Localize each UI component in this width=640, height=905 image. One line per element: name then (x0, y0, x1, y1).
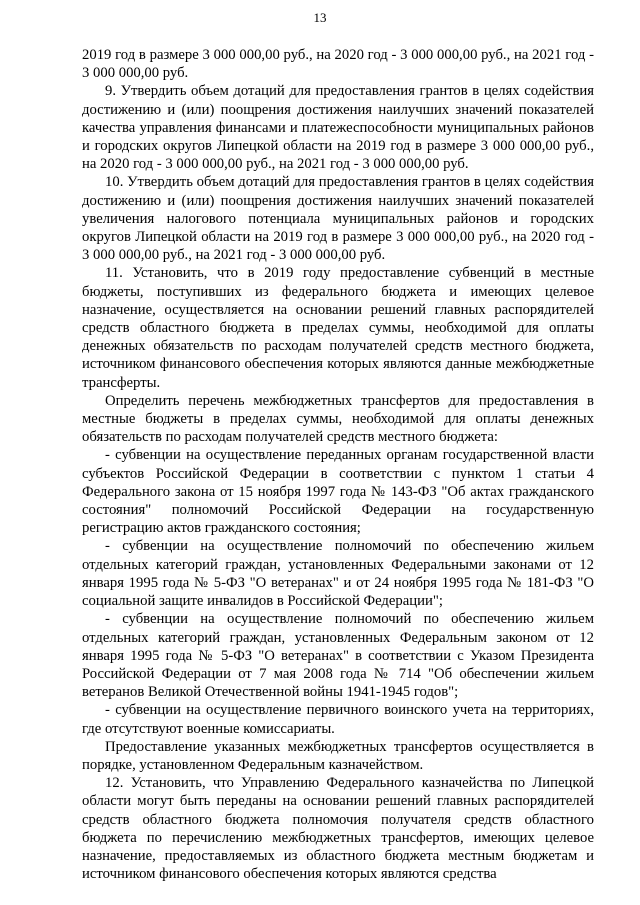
paragraph-item-9: 9. Утвердить объем дотаций для предоставления грантов в целях содействия достижению и (или) поощрения достижения наилучших значений показателей качества управления финансами и платежеспособности муниципальных районов и городских округов Липецкой области на 2019 год в размере 3 000 000,00 руб., на 2020 год - 3 000 000,00 руб., на 2021 год - 3 000 000,00 руб. (82, 83, 594, 173)
document-body (82, 46, 594, 883)
paragraph-continuation: 2019 год в размере 3 000 000,00 руб., на 2020 год - 3 000 000,00 руб., на 2021 год - 3 000 000,00 руб. (82, 47, 594, 82)
list-item-housing-veterans-disabled: - субвенции на осуществление полномочий по обеспечению жильем отдельных категорий граждан, установленных Федеральными законами от 12 января 1995 года № 5-ФЗ "О ветеранах" и от 24 ноября 1995 года № 181-ФЗ "О социальной защите инвалидов в Российской Федерации"; (82, 538, 594, 610)
list-item-housing-wwii-veterans: - субвенции на осуществление полномочий по обеспечению жильем отдельных категорий граждан, установленных Федеральным законом от 12 января 1995 года № 5-ФЗ "О ветеранах" в соответствии с Указом Президента Российской Федерации от 7 мая 2008 года № 714 "Об обеспечении жильем ветеранов Великой Отечественной войны 1941-1945 годов"; (82, 611, 594, 701)
paragraph-treasury-procedure: Предоставление указанных межбюджетных трансфертов осуществляется в порядке, установленном Федеральным казначейством. (82, 738, 594, 773)
paragraph-item-12: 12. Установить, что Управлению Федерального казначейства по Липецкой области могут быть переданы на основании решений главных распорядителей средств областного бюджета полномочия получателя средств областного бюджета по перечислению межбюджетных трансфертов, имеющих целевое назначение, предоставляемых из областного бюджета местным бюджетам и источником финансового обеспечения которых являются средства (82, 775, 594, 883)
page-number: 13 (313, 10, 327, 25)
paragraph-transfers-list-intro: Определить перечень межбюджетных трансфертов для предоставления в местные бюджеты в пределах суммы, необходимой для оплаты денежных обязательств по расходам получателей средств местного бюджета: (82, 392, 594, 446)
list-item-civil-registration: - субвенции на осуществление переданных органам государственной власти субъектов Российской Федерации в соответствии с пунктом 1 статьи 4 Федерального закона от 15 ноября 1997 года № 143-ФЗ "Об актах гражданского состояния" полномочий Российской Федерации на государственную регистрацию актов гражданского состояния; (82, 447, 594, 537)
paragraph-item-11: 11. Установить, что в 2019 году предоставление субвенций в местные бюджеты, поступивших из федерального бюджета и имеющих целевое назначение, осуществляется на основании решений главных распорядителей средств областного бюджета в пределах суммы, необходимой для оплаты денежных обязательств по расходам получателей средств местного бюджета, источником финансового обеспечения которых являются данные межбюджетные трансферты. (82, 265, 594, 391)
list-item-military-registration: - субвенции на осуществление первичного воинского учета на территориях, где отсутствуют военные комиссариаты. (82, 702, 594, 737)
paragraph-item-10: 10. Утвердить объем дотаций для предоставления грантов в целях содействия достижению и (или) поощрения достижения наилучших значений показателей увеличения налогового потенциала муниципальных районов и городских округов Липецкой области на 2019 год в размере 3 000 000,00 руб., на 2020 год - 3 000 000,00 руб., на 2021 год - 3 000 000,00 руб. (82, 174, 594, 264)
